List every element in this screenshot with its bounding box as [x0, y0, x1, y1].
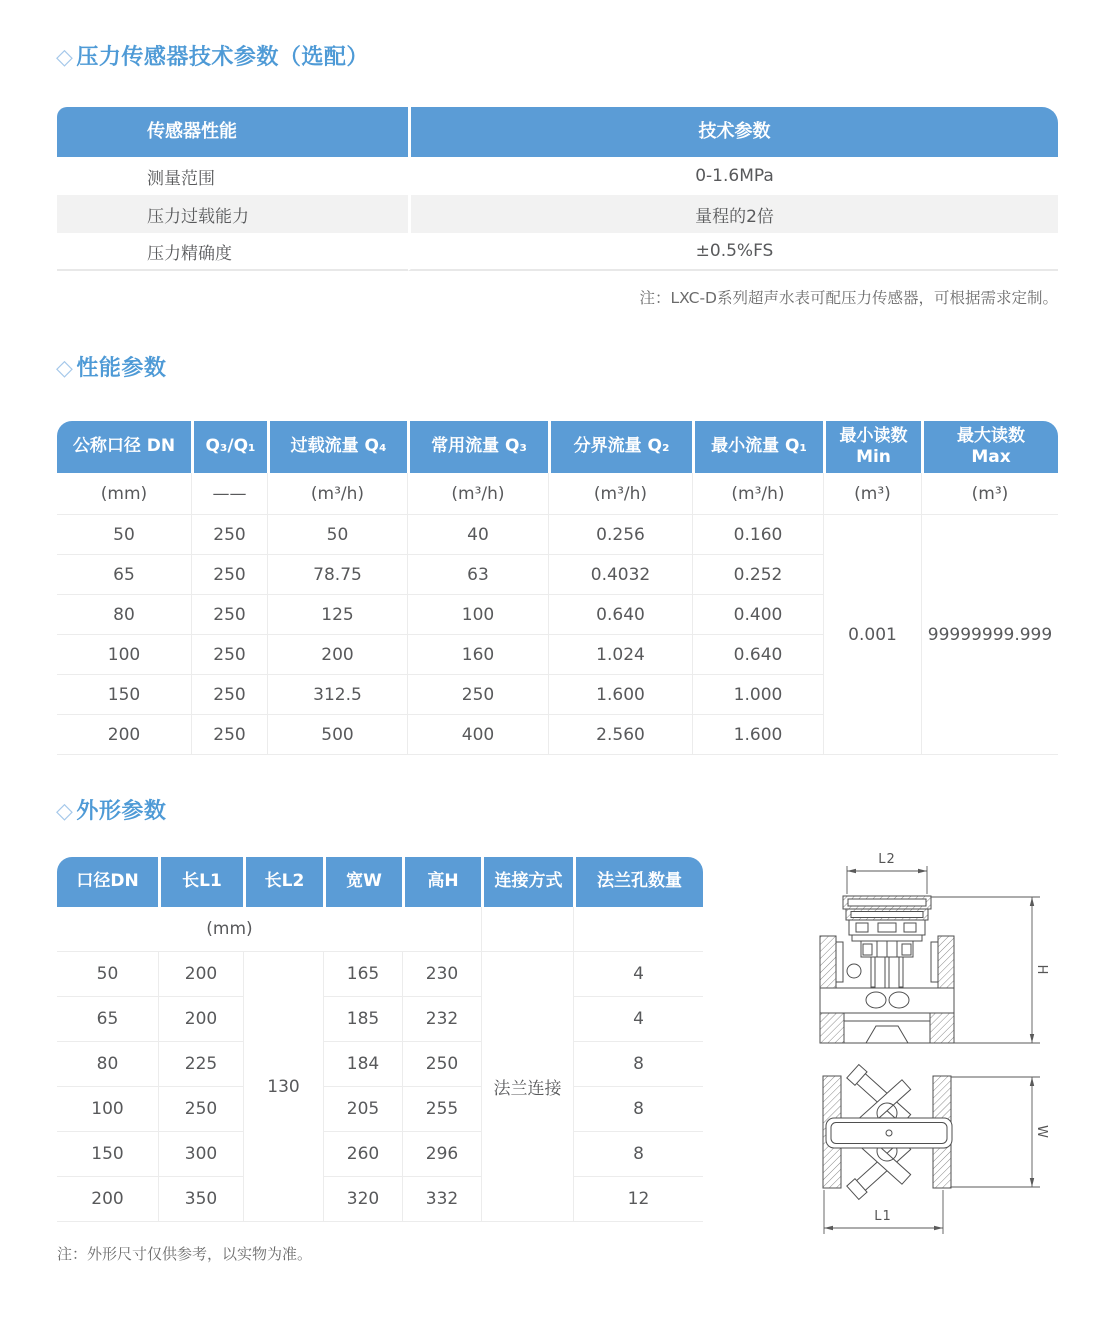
table-cell: 200 [158, 952, 243, 997]
row-value: ±0.5%FS [408, 233, 1058, 271]
table-cell: 200 [267, 635, 407, 675]
table-row [57, 1177, 703, 1222]
unit-cell: (m³/h) [267, 473, 407, 515]
column-header-technical-parameter: 技术参数 [408, 107, 1058, 157]
dimensions-section-title [56, 794, 166, 825]
table-cell: 0.160 [692, 515, 823, 555]
table-row [57, 195, 1058, 233]
table-header-row [57, 421, 1058, 473]
units-row [57, 907, 703, 952]
diamond-bullet-icon: ◇ [56, 356, 74, 381]
meter-side-view-drawing [790, 840, 1080, 1050]
table-header-row [57, 107, 1058, 157]
table-cell: 0.252 [692, 555, 823, 595]
table-cell: 300 [158, 1132, 243, 1177]
table-cell: 250 [402, 1042, 481, 1087]
table-row [57, 997, 703, 1042]
table-cell: 250 [407, 675, 548, 715]
column-header-max-reading [921, 421, 1058, 473]
table-cell: 50 [57, 952, 158, 997]
table-cell: 40 [407, 515, 548, 555]
table-cell: 150 [57, 675, 191, 715]
empty-cell [573, 907, 703, 952]
unit-cell: (m³/h) [548, 473, 692, 515]
table-cell: 260 [323, 1132, 402, 1177]
pressure-section-title-text: 压力传感器技术参数（选配） [76, 45, 369, 70]
table-row [57, 233, 1058, 271]
table-row [57, 1042, 703, 1087]
table-cell: 150 [57, 1132, 158, 1177]
table-cell: 184 [323, 1042, 402, 1087]
performance-section-title [56, 351, 166, 382]
table-cell: 4 [573, 952, 703, 997]
dimensions-section-title-text: 外形参数 [76, 799, 167, 824]
unit-cell: —— [191, 473, 267, 515]
unit-cell: (m³/h) [692, 473, 823, 515]
table-cell: 1.024 [548, 635, 692, 675]
table-cell: 200 [57, 1177, 158, 1222]
table-cell: 185 [323, 997, 402, 1042]
pressure-sensor-table [57, 107, 1058, 271]
table-cell: 8 [573, 1087, 703, 1132]
column-header-q3-q1-ratio: Q₃/Q₁ [191, 421, 267, 473]
column-header-overload-flow: 过载流量 Q₄ [267, 421, 407, 473]
table-cell: 0.640 [548, 595, 692, 635]
empty-cell [402, 907, 481, 952]
unit-cell: (m³/h) [407, 473, 548, 515]
table-cell: 250 [158, 1087, 243, 1132]
table-cell: 0.640 [692, 635, 823, 675]
table-cell: 165 [323, 952, 402, 997]
column-header-width-w: 宽W [323, 857, 402, 907]
table-cell: 78.75 [267, 555, 407, 595]
row-value: 量程的2倍 [408, 195, 1058, 233]
meter-top-view-drawing [790, 1050, 1080, 1245]
table-cell: 250 [191, 515, 267, 555]
column-header-height-h: 高H [402, 857, 481, 907]
column-header-connection: 连接方式 [481, 857, 573, 907]
column-header-diameter: 口径DN [57, 857, 158, 907]
table-cell: 63 [407, 555, 548, 595]
table-cell: 320 [323, 1177, 402, 1222]
table-cell: 80 [57, 1042, 158, 1087]
table-cell: 230 [402, 952, 481, 997]
table-row [57, 1132, 703, 1177]
table-cell: 232 [402, 997, 481, 1042]
table-cell: 1.000 [692, 675, 823, 715]
dim-label-h: H [1034, 964, 1049, 976]
max-reading-merged-cell: 99999999.999 [921, 515, 1058, 755]
table-row [57, 157, 1058, 195]
dim-label-w: W [1034, 1125, 1049, 1139]
column-header-transitional-flow: 分界流量 Q₂ [548, 421, 692, 473]
table-cell: 65 [57, 555, 191, 595]
row-value: 0-1.6MPa [408, 157, 1058, 195]
table-cell: 50 [57, 515, 191, 555]
table-cell: 80 [57, 595, 191, 635]
connection-merged-cell: 法兰连接 [481, 952, 573, 1222]
table-cell: 250 [191, 595, 267, 635]
column-header-length-l1: 长L1 [158, 857, 243, 907]
column-header-nominal-diameter: 公称口径 DN [57, 421, 191, 473]
column-header-minimum-flow: 最小流量 Q₁ [692, 421, 823, 473]
table-cell: 296 [402, 1132, 481, 1177]
table-cell: 2.560 [548, 715, 692, 755]
max-reading-label-en: Max [971, 447, 1011, 467]
dim-label-l1: L1 [874, 1209, 892, 1224]
column-header-common-flow: 常用流量 Q₃ [407, 421, 548, 473]
diamond-bullet-icon: ◇ [56, 799, 74, 824]
pressure-table-note: 注：LXC-D系列超声水表可配压力传感器，可根据需求定制。 [639, 289, 1058, 307]
table-cell: 400 [407, 715, 548, 755]
table-cell: 8 [573, 1042, 703, 1087]
column-header-flange-holes: 法兰孔数量 [573, 857, 703, 907]
dimensions-table-note: 注：外形尺寸仅供参考，以实物为准。 [57, 1245, 313, 1263]
table-cell: 350 [158, 1177, 243, 1222]
pressure-section-title [56, 40, 369, 71]
empty-cell [481, 907, 573, 952]
row-label: 压力过载能力 [57, 195, 408, 233]
unit-cell: (m³) [823, 473, 921, 515]
table-cell: 100 [57, 1087, 158, 1132]
table-row [57, 952, 703, 997]
column-header-length-l2: 长L2 [243, 857, 323, 907]
dimensions-table [57, 857, 703, 1222]
table-cell: 1.600 [548, 675, 692, 715]
max-reading-label-cn: 最大读数 [957, 425, 1025, 446]
unit-cell-mm: (mm) [57, 907, 402, 952]
table-cell: 100 [57, 635, 191, 675]
performance-section-title-text: 性能参数 [76, 356, 167, 381]
unit-cell: (mm) [57, 473, 191, 515]
table-cell: 100 [407, 595, 548, 635]
table-row [57, 1087, 703, 1132]
table-cell: 200 [158, 997, 243, 1042]
table-cell: 4 [573, 997, 703, 1042]
table-cell: 125 [267, 595, 407, 635]
diamond-bullet-icon: ◇ [56, 45, 74, 70]
table-cell: 250 [191, 675, 267, 715]
row-label: 测量范围 [57, 157, 408, 195]
table-cell: 65 [57, 997, 158, 1042]
column-header-sensor-performance: 传感器性能 [57, 107, 408, 157]
column-header-min-reading [823, 421, 921, 473]
min-reading-label-en: Min [856, 447, 891, 467]
dim-label-l2: L2 [878, 852, 896, 867]
table-cell: 0.400 [692, 595, 823, 635]
table-cell: 332 [402, 1177, 481, 1222]
table-cell: 250 [191, 715, 267, 755]
table-cell: 1.600 [692, 715, 823, 755]
performance-table [57, 421, 1058, 755]
table-cell: 312.5 [267, 675, 407, 715]
table-cell: 0.4032 [548, 555, 692, 595]
table-cell: 250 [191, 635, 267, 675]
table-cell: 12 [573, 1177, 703, 1222]
table-cell: 225 [158, 1042, 243, 1087]
table-row [57, 515, 1058, 555]
table-cell: 255 [402, 1087, 481, 1132]
table-cell: 500 [267, 715, 407, 755]
table-cell: 205 [323, 1087, 402, 1132]
units-row [57, 473, 1058, 515]
table-cell: 8 [573, 1132, 703, 1177]
table-cell: 250 [191, 555, 267, 595]
table-header-row [57, 857, 703, 907]
table-cell: 50 [267, 515, 407, 555]
table-cell: 0.256 [548, 515, 692, 555]
row-label: 压力精确度 [57, 233, 408, 271]
min-reading-merged-cell: 0.001 [823, 515, 921, 755]
unit-cell: (m³) [921, 473, 1058, 515]
min-reading-label-cn: 最小读数 [839, 425, 908, 446]
table-cell: 160 [407, 635, 548, 675]
table-cell: 200 [57, 715, 191, 755]
l2-merged-cell: 130 [243, 952, 323, 1222]
